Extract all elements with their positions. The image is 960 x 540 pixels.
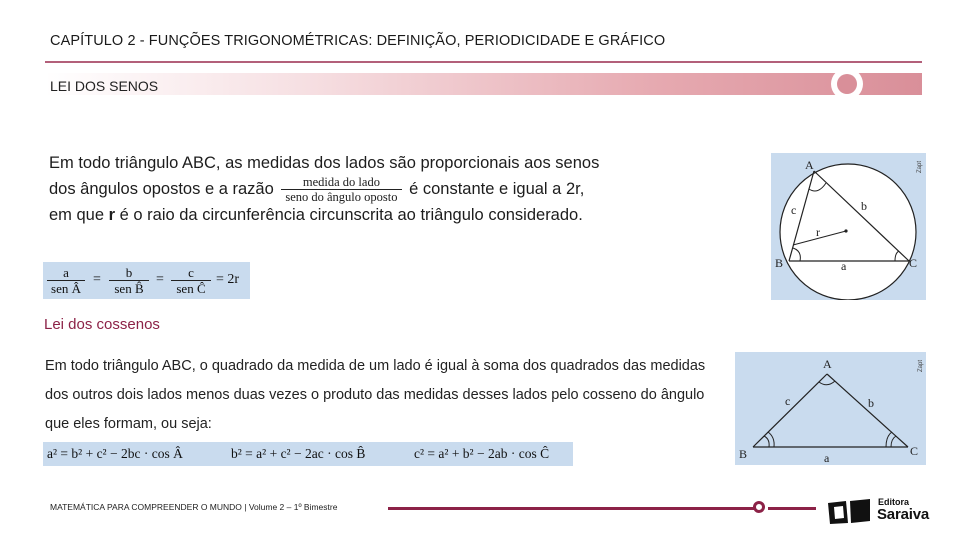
cosines-formula-b: b² = a² + c² − 2ac · cos B̂ <box>231 446 366 461</box>
cosines-formula <box>43 442 573 466</box>
publisher-logo <box>826 495 946 527</box>
fig2-label-a: a <box>824 451 830 465</box>
fig1-label-c: c <box>791 203 797 217</box>
fig2-credit: Zapt <box>918 359 924 372</box>
fig1-label-A: A <box>805 158 814 172</box>
ratio-fraction <box>281 175 401 204</box>
footer-line <box>388 507 754 510</box>
fig2-label-b: b <box>868 396 874 410</box>
equals-2r: = 2r <box>216 272 240 287</box>
sines-formula <box>43 262 250 299</box>
fig1-label-r: r <box>816 225 820 239</box>
figure-circumscribed-triangle <box>771 153 926 300</box>
ratio-numerator: medida do lado <box>281 175 401 190</box>
cosines-law-title: Lei dos cossenos <box>44 316 160 333</box>
cosines-formula-c: c² = a² + b² − 2ab · cos Ĉ <box>414 446 550 461</box>
footer-line-end <box>768 507 816 510</box>
fraction-c-num: c <box>171 265 211 281</box>
fraction-a-den: sen Â <box>51 281 81 296</box>
logo-small-text: Editora <box>878 497 910 507</box>
section-band <box>45 73 922 95</box>
footer-text: MATEMÁTICA PARA COMPREENDER O MUNDO | Volume 2 – 1º Bimestre <box>50 502 338 512</box>
fig1-label-a: a <box>841 259 847 273</box>
fig2-label-c: c <box>785 394 791 408</box>
section-badge-icon <box>831 68 863 100</box>
equals-2: = <box>156 272 164 287</box>
fraction-c <box>171 265 211 296</box>
fraction-a <box>47 265 85 296</box>
ratio-denominator: seno do ângulo oposto <box>285 190 398 204</box>
book-icon <box>826 497 872 525</box>
radius-symbol: r <box>108 206 116 224</box>
logo-big-text: Saraiva <box>877 506 929 523</box>
fig2-label-A: A <box>823 357 832 371</box>
sines-text-part3: é o raio da circunferência circunscrita ao triângulo considerado. <box>115 206 583 224</box>
fig1-label-b: b <box>861 199 867 213</box>
cosines-formula-a: a² = b² + c² − 2bc · cos Â <box>47 446 183 461</box>
footer-circle-icon <box>753 501 765 513</box>
fig1-label-C: C <box>909 256 918 270</box>
section-title: LEI DOS SENOS <box>50 78 159 94</box>
fraction-b <box>109 265 149 296</box>
sines-text-part2: é constante e igual a 2r, em que <box>49 179 585 224</box>
sines-law-text <box>49 152 609 227</box>
fraction-a-num: a <box>47 265 85 281</box>
equals-1: = <box>93 272 101 287</box>
cosines-law-text: Em todo triângulo ABC, o quadrado da medida de um lado é igual à soma dos quadrados das medidas dos outros dois lados menos duas vezes o produto das medidas desses lados pelo cosseno do ângulo que eles formam, ou seja: <box>45 358 706 432</box>
chapter-title: CAPÍTULO 2 - FUNÇÕES TRIGONOMÉTRICAS: DEFINIÇÃO, PERIODICIDADE E GRÁFICO <box>50 33 666 49</box>
figure-triangle <box>735 352 926 465</box>
sines-text-part1: Em todo triângulo ABC, as medidas dos lados são proporcionais aos senos dos ângulos opostos e a razão <box>49 154 600 198</box>
fig1-credit: Zapt <box>917 160 923 173</box>
fig1-label-B: B <box>775 256 784 270</box>
fraction-b-num: b <box>109 265 149 281</box>
fig2-label-B: B <box>739 447 748 461</box>
fraction-c-den: sen Ĉ <box>176 281 206 296</box>
title-rule <box>45 61 922 63</box>
fraction-b-den: sen B̂ <box>114 281 144 296</box>
fig2-label-C: C <box>910 444 919 458</box>
